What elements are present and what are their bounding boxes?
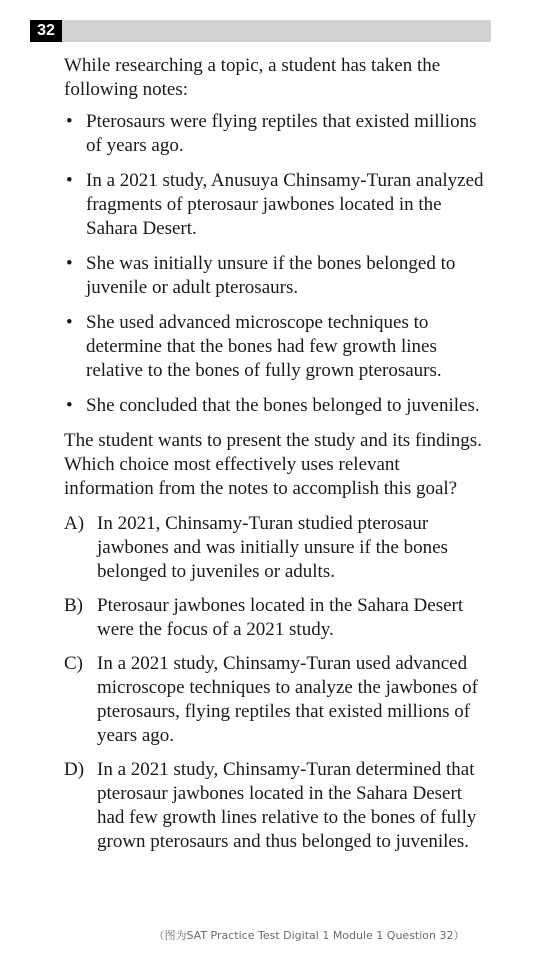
bullet-icon: •	[66, 111, 73, 132]
question-content	[64, 54, 490, 864]
note-item	[64, 394, 490, 418]
bullet-icon: •	[66, 253, 73, 274]
note-item	[64, 110, 490, 158]
answer-choices	[64, 512, 490, 854]
answer-choice-c[interactable]	[64, 652, 490, 748]
choice-text: In a 2021 study, Chinsamy-Turan determined that pterosaur jawbones located in the Sahara Desert had few growth lines relative to the bones of fully grown pterosaurs and thus belonged to juveniles.	[97, 759, 477, 852]
note-item	[64, 252, 490, 300]
answer-choice-a[interactable]	[64, 512, 490, 584]
question-intro: While researching a topic, a student has taken the following notes:	[64, 55, 441, 100]
choice-letter: C)	[64, 653, 83, 674]
bullet-icon: •	[66, 170, 73, 191]
question-header-bar	[30, 20, 491, 42]
answer-choice-b[interactable]	[64, 594, 490, 642]
choice-letter: D)	[64, 759, 85, 780]
choice-text: In a 2021 study, Chinsamy-Turan used advanced microscope techniques to analyze the jawbones of pterosaurs, flying reptiles that existed millions of years ago.	[97, 653, 478, 746]
source-caption: （图为SAT Practice Test Digital 1 Module 1 Question 32）	[153, 929, 465, 942]
question-prompt: The student wants to present the study and its findings. Which choice most effectively uses relevant information from the notes to accomplish this goal?	[64, 430, 482, 499]
note-text: She was initially unsure if the bones belonged to juvenile or adult pterosaurs.	[86, 253, 456, 298]
bullet-icon: •	[66, 395, 73, 416]
choice-text: In 2021, Chinsamy-Turan studied pterosaur jawbones and was initially unsure if the bones belonged to juveniles or adults.	[97, 513, 448, 582]
answer-choice-d[interactable]	[64, 758, 490, 854]
note-item	[64, 311, 490, 383]
note-text: She concluded that the bones belonged to juveniles.	[86, 395, 480, 416]
note-text: In a 2021 study, Anusuya Chinsamy-Turan analyzed fragments of pterosaur jawbones located in the Sahara Desert.	[86, 170, 484, 239]
note-item	[64, 169, 490, 241]
note-text: She used advanced microscope techniques to determine that the bones had few growth lines relative to the bones of fully grown pterosaurs.	[86, 312, 442, 381]
choice-letter: A)	[64, 513, 85, 534]
question-number-badge: 32	[30, 20, 62, 42]
bullet-icon: •	[66, 312, 73, 333]
note-text: Pterosaurs were flying reptiles that existed millions of years ago.	[86, 111, 477, 156]
choice-letter: B)	[64, 595, 83, 616]
choice-text: Pterosaur jawbones located in the Sahara Desert were the focus of a 2021 study.	[97, 595, 464, 640]
notes-list	[64, 110, 490, 418]
